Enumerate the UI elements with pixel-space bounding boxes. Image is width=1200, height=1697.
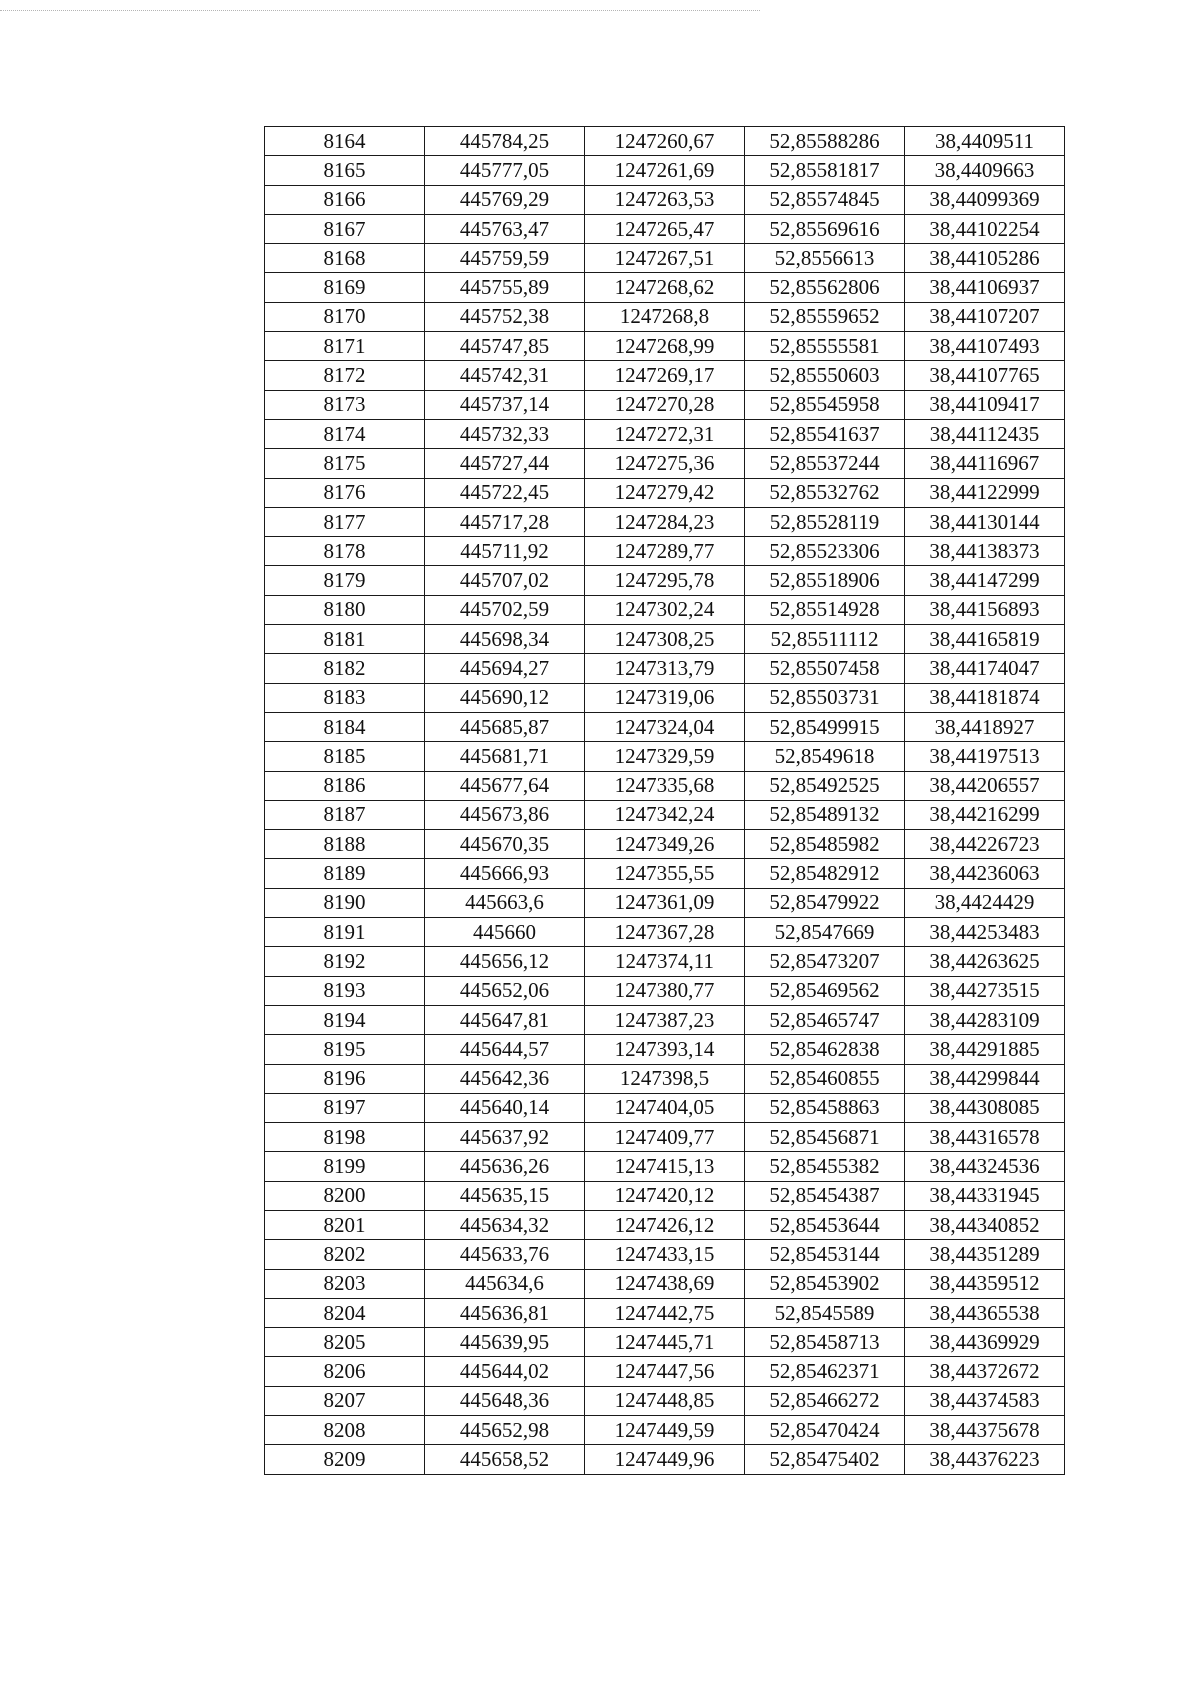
x-coordinate-cell: 445698,34 bbox=[425, 625, 585, 654]
y-coordinate-cell: 1247445,71 bbox=[585, 1328, 745, 1357]
y-coordinate-cell: 1247449,59 bbox=[585, 1416, 745, 1445]
y-coordinate-cell: 1247275,36 bbox=[585, 449, 745, 478]
table-row bbox=[265, 947, 1065, 976]
latitude-cell: 52,85470424 bbox=[745, 1416, 905, 1445]
table-row bbox=[265, 390, 1065, 419]
latitude-cell: 52,85479922 bbox=[745, 888, 905, 917]
point-number-cell: 8168 bbox=[265, 244, 425, 273]
x-coordinate-cell: 445690,12 bbox=[425, 683, 585, 712]
longitude-cell: 38,44283109 bbox=[905, 1005, 1065, 1034]
x-coordinate-cell: 445677,64 bbox=[425, 771, 585, 800]
x-coordinate-cell: 445633,76 bbox=[425, 1240, 585, 1269]
table-row bbox=[265, 1269, 1065, 1298]
latitude-cell: 52,85574845 bbox=[745, 185, 905, 214]
x-coordinate-cell: 445666,93 bbox=[425, 859, 585, 888]
table-row bbox=[265, 156, 1065, 185]
longitude-cell: 38,44102254 bbox=[905, 214, 1065, 243]
x-coordinate-cell: 445732,33 bbox=[425, 419, 585, 448]
latitude-cell: 52,85492525 bbox=[745, 771, 905, 800]
latitude-cell: 52,85511112 bbox=[745, 625, 905, 654]
longitude-cell: 38,44374583 bbox=[905, 1386, 1065, 1415]
y-coordinate-cell: 1247449,96 bbox=[585, 1445, 745, 1474]
table-row bbox=[265, 1386, 1065, 1415]
longitude-cell: 38,44130144 bbox=[905, 507, 1065, 536]
point-number-cell: 8179 bbox=[265, 566, 425, 595]
table-row bbox=[265, 771, 1065, 800]
point-number-cell: 8186 bbox=[265, 771, 425, 800]
latitude-cell: 52,85458713 bbox=[745, 1328, 905, 1357]
table-row bbox=[265, 1181, 1065, 1210]
latitude-cell: 52,85466272 bbox=[745, 1386, 905, 1415]
latitude-cell: 52,85462838 bbox=[745, 1035, 905, 1064]
y-coordinate-cell: 1247335,68 bbox=[585, 771, 745, 800]
latitude-cell: 52,85453144 bbox=[745, 1240, 905, 1269]
y-coordinate-cell: 1247313,79 bbox=[585, 654, 745, 683]
point-number-cell: 8192 bbox=[265, 947, 425, 976]
longitude-cell: 38,44324536 bbox=[905, 1152, 1065, 1181]
point-number-cell: 8188 bbox=[265, 830, 425, 859]
x-coordinate-cell: 445711,92 bbox=[425, 537, 585, 566]
point-number-cell: 8191 bbox=[265, 918, 425, 947]
latitude-cell: 52,85454387 bbox=[745, 1181, 905, 1210]
y-coordinate-cell: 1247355,55 bbox=[585, 859, 745, 888]
table-row bbox=[265, 537, 1065, 566]
x-coordinate-cell: 445707,02 bbox=[425, 566, 585, 595]
latitude-cell: 52,85465747 bbox=[745, 1005, 905, 1034]
table-row bbox=[265, 273, 1065, 302]
y-coordinate-cell: 1247342,24 bbox=[585, 800, 745, 829]
y-coordinate-cell: 1247447,56 bbox=[585, 1357, 745, 1386]
point-number-cell: 8173 bbox=[265, 390, 425, 419]
x-coordinate-cell: 445747,85 bbox=[425, 332, 585, 361]
table-row bbox=[265, 478, 1065, 507]
latitude-cell: 52,8549618 bbox=[745, 742, 905, 771]
latitude-cell: 52,85469562 bbox=[745, 976, 905, 1005]
x-coordinate-cell: 445637,92 bbox=[425, 1123, 585, 1152]
table-row bbox=[265, 361, 1065, 390]
point-number-cell: 8208 bbox=[265, 1416, 425, 1445]
x-coordinate-cell: 445634,32 bbox=[425, 1210, 585, 1239]
y-coordinate-cell: 1247272,31 bbox=[585, 419, 745, 448]
latitude-cell: 52,85541637 bbox=[745, 419, 905, 448]
table-row bbox=[265, 1357, 1065, 1386]
x-coordinate-cell: 445636,81 bbox=[425, 1298, 585, 1327]
point-number-cell: 8204 bbox=[265, 1298, 425, 1327]
table-row bbox=[265, 742, 1065, 771]
table-row bbox=[265, 185, 1065, 214]
longitude-cell: 38,4409663 bbox=[905, 156, 1065, 185]
x-coordinate-cell: 445763,47 bbox=[425, 214, 585, 243]
longitude-cell: 38,44372672 bbox=[905, 1357, 1065, 1386]
table-row bbox=[265, 1152, 1065, 1181]
point-number-cell: 8202 bbox=[265, 1240, 425, 1269]
table-row bbox=[265, 1210, 1065, 1239]
y-coordinate-cell: 1247433,15 bbox=[585, 1240, 745, 1269]
y-coordinate-cell: 1247268,99 bbox=[585, 332, 745, 361]
point-number-cell: 8189 bbox=[265, 859, 425, 888]
y-coordinate-cell: 1247380,77 bbox=[585, 976, 745, 1005]
longitude-cell: 38,4409511 bbox=[905, 127, 1065, 156]
y-coordinate-cell: 1247349,26 bbox=[585, 830, 745, 859]
table-row bbox=[265, 654, 1065, 683]
x-coordinate-cell: 445755,89 bbox=[425, 273, 585, 302]
longitude-cell: 38,44308085 bbox=[905, 1093, 1065, 1122]
longitude-cell: 38,44109417 bbox=[905, 390, 1065, 419]
y-coordinate-cell: 1247261,69 bbox=[585, 156, 745, 185]
y-coordinate-cell: 1247415,13 bbox=[585, 1152, 745, 1181]
point-number-cell: 8199 bbox=[265, 1152, 425, 1181]
x-coordinate-cell: 445648,36 bbox=[425, 1386, 585, 1415]
longitude-cell: 38,44369929 bbox=[905, 1328, 1065, 1357]
longitude-cell: 38,44273515 bbox=[905, 976, 1065, 1005]
longitude-cell: 38,44122999 bbox=[905, 478, 1065, 507]
x-coordinate-cell: 445644,02 bbox=[425, 1357, 585, 1386]
y-coordinate-cell: 1247426,12 bbox=[585, 1210, 745, 1239]
longitude-cell: 38,44206557 bbox=[905, 771, 1065, 800]
y-coordinate-cell: 1247404,05 bbox=[585, 1093, 745, 1122]
latitude-cell: 52,85458863 bbox=[745, 1093, 905, 1122]
x-coordinate-cell: 445640,14 bbox=[425, 1093, 585, 1122]
x-coordinate-cell: 445694,27 bbox=[425, 654, 585, 683]
longitude-cell: 38,44107207 bbox=[905, 302, 1065, 331]
y-coordinate-cell: 1247295,78 bbox=[585, 566, 745, 595]
x-coordinate-cell: 445673,86 bbox=[425, 800, 585, 829]
point-number-cell: 8185 bbox=[265, 742, 425, 771]
longitude-cell: 38,44263625 bbox=[905, 947, 1065, 976]
table-row bbox=[265, 1298, 1065, 1327]
y-coordinate-cell: 1247409,77 bbox=[585, 1123, 745, 1152]
y-coordinate-cell: 1247284,23 bbox=[585, 507, 745, 536]
longitude-cell: 38,44174047 bbox=[905, 654, 1065, 683]
x-coordinate-cell: 445722,45 bbox=[425, 478, 585, 507]
y-coordinate-cell: 1247270,28 bbox=[585, 390, 745, 419]
x-coordinate-cell: 445652,06 bbox=[425, 976, 585, 1005]
longitude-cell: 38,44376223 bbox=[905, 1445, 1065, 1474]
table-row bbox=[265, 918, 1065, 947]
x-coordinate-cell: 445636,26 bbox=[425, 1152, 585, 1181]
x-coordinate-cell: 445759,59 bbox=[425, 244, 585, 273]
point-number-cell: 8200 bbox=[265, 1181, 425, 1210]
table-row bbox=[265, 127, 1065, 156]
table-row bbox=[265, 888, 1065, 917]
coordinates-table bbox=[264, 126, 1065, 1475]
table-row bbox=[265, 712, 1065, 741]
x-coordinate-cell: 445642,36 bbox=[425, 1064, 585, 1093]
latitude-cell: 52,85569616 bbox=[745, 214, 905, 243]
latitude-cell: 52,85460855 bbox=[745, 1064, 905, 1093]
point-number-cell: 8172 bbox=[265, 361, 425, 390]
point-number-cell: 8182 bbox=[265, 654, 425, 683]
x-coordinate-cell: 445639,95 bbox=[425, 1328, 585, 1357]
longitude-cell: 38,44105286 bbox=[905, 244, 1065, 273]
y-coordinate-cell: 1247263,53 bbox=[585, 185, 745, 214]
point-number-cell: 8183 bbox=[265, 683, 425, 712]
y-coordinate-cell: 1247367,28 bbox=[585, 918, 745, 947]
y-coordinate-cell: 1247265,47 bbox=[585, 214, 745, 243]
longitude-cell: 38,44116967 bbox=[905, 449, 1065, 478]
table-row bbox=[265, 595, 1065, 624]
point-number-cell: 8181 bbox=[265, 625, 425, 654]
y-coordinate-cell: 1247319,06 bbox=[585, 683, 745, 712]
table-row bbox=[265, 830, 1065, 859]
longitude-cell: 38,44216299 bbox=[905, 800, 1065, 829]
coordinates-table-body bbox=[265, 127, 1065, 1475]
y-coordinate-cell: 1247442,75 bbox=[585, 1298, 745, 1327]
longitude-cell: 38,44316578 bbox=[905, 1123, 1065, 1152]
latitude-cell: 52,85562806 bbox=[745, 273, 905, 302]
point-number-cell: 8164 bbox=[265, 127, 425, 156]
latitude-cell: 52,85537244 bbox=[745, 449, 905, 478]
latitude-cell: 52,85518906 bbox=[745, 566, 905, 595]
x-coordinate-cell: 445717,28 bbox=[425, 507, 585, 536]
table-row bbox=[265, 859, 1065, 888]
point-number-cell: 8201 bbox=[265, 1210, 425, 1239]
y-coordinate-cell: 1247420,12 bbox=[585, 1181, 745, 1210]
point-number-cell: 8167 bbox=[265, 214, 425, 243]
point-number-cell: 8180 bbox=[265, 595, 425, 624]
table-row bbox=[265, 419, 1065, 448]
y-coordinate-cell: 1247289,77 bbox=[585, 537, 745, 566]
longitude-cell: 38,44099369 bbox=[905, 185, 1065, 214]
latitude-cell: 52,85514928 bbox=[745, 595, 905, 624]
x-coordinate-cell: 445652,98 bbox=[425, 1416, 585, 1445]
latitude-cell: 52,85489132 bbox=[745, 800, 905, 829]
table-row bbox=[265, 625, 1065, 654]
point-number-cell: 8195 bbox=[265, 1035, 425, 1064]
latitude-cell: 52,85523306 bbox=[745, 537, 905, 566]
longitude-cell: 38,44253483 bbox=[905, 918, 1065, 947]
table-row bbox=[265, 302, 1065, 331]
table-row bbox=[265, 1035, 1065, 1064]
latitude-cell: 52,85507458 bbox=[745, 654, 905, 683]
y-coordinate-cell: 1247374,11 bbox=[585, 947, 745, 976]
x-coordinate-cell: 445752,38 bbox=[425, 302, 585, 331]
y-coordinate-cell: 1247361,09 bbox=[585, 888, 745, 917]
longitude-cell: 38,44197513 bbox=[905, 742, 1065, 771]
longitude-cell: 38,44147299 bbox=[905, 566, 1065, 595]
y-coordinate-cell: 1247260,67 bbox=[585, 127, 745, 156]
x-coordinate-cell: 445727,44 bbox=[425, 449, 585, 478]
x-coordinate-cell: 445742,31 bbox=[425, 361, 585, 390]
latitude-cell: 52,85550603 bbox=[745, 361, 905, 390]
y-coordinate-cell: 1247308,25 bbox=[585, 625, 745, 654]
x-coordinate-cell: 445737,14 bbox=[425, 390, 585, 419]
latitude-cell: 52,85555581 bbox=[745, 332, 905, 361]
longitude-cell: 38,44291885 bbox=[905, 1035, 1065, 1064]
latitude-cell: 52,85473207 bbox=[745, 947, 905, 976]
y-coordinate-cell: 1247329,59 bbox=[585, 742, 745, 771]
point-number-cell: 8203 bbox=[265, 1269, 425, 1298]
latitude-cell: 52,85503731 bbox=[745, 683, 905, 712]
y-coordinate-cell: 1247268,8 bbox=[585, 302, 745, 331]
point-number-cell: 8165 bbox=[265, 156, 425, 185]
y-coordinate-cell: 1247279,42 bbox=[585, 478, 745, 507]
x-coordinate-cell: 445644,57 bbox=[425, 1035, 585, 1064]
y-coordinate-cell: 1247269,17 bbox=[585, 361, 745, 390]
point-number-cell: 8171 bbox=[265, 332, 425, 361]
point-number-cell: 8166 bbox=[265, 185, 425, 214]
latitude-cell: 52,85499915 bbox=[745, 712, 905, 741]
table-row bbox=[265, 976, 1065, 1005]
longitude-cell: 38,4424429 bbox=[905, 888, 1065, 917]
point-number-cell: 8198 bbox=[265, 1123, 425, 1152]
latitude-cell: 52,85588286 bbox=[745, 127, 905, 156]
table-row bbox=[265, 1416, 1065, 1445]
x-coordinate-cell: 445647,81 bbox=[425, 1005, 585, 1034]
latitude-cell: 52,85462371 bbox=[745, 1357, 905, 1386]
latitude-cell: 52,85475402 bbox=[745, 1445, 905, 1474]
table-row bbox=[265, 1005, 1065, 1034]
table-row bbox=[265, 214, 1065, 243]
longitude-cell: 38,44359512 bbox=[905, 1269, 1065, 1298]
longitude-cell: 38,44351289 bbox=[905, 1240, 1065, 1269]
table-row bbox=[265, 1093, 1065, 1122]
latitude-cell: 52,85482912 bbox=[745, 859, 905, 888]
scan-edge-line bbox=[0, 10, 760, 11]
point-number-cell: 8205 bbox=[265, 1328, 425, 1357]
table-row bbox=[265, 1328, 1065, 1357]
latitude-cell: 52,85532762 bbox=[745, 478, 905, 507]
y-coordinate-cell: 1247302,24 bbox=[585, 595, 745, 624]
y-coordinate-cell: 1247268,62 bbox=[585, 273, 745, 302]
table-row bbox=[265, 800, 1065, 829]
x-coordinate-cell: 445658,52 bbox=[425, 1445, 585, 1474]
table-row bbox=[265, 1445, 1065, 1474]
point-number-cell: 8209 bbox=[265, 1445, 425, 1474]
x-coordinate-cell: 445681,71 bbox=[425, 742, 585, 771]
y-coordinate-cell: 1247387,23 bbox=[585, 1005, 745, 1034]
latitude-cell: 52,8545589 bbox=[745, 1298, 905, 1327]
longitude-cell: 38,44107493 bbox=[905, 332, 1065, 361]
latitude-cell: 52,85545958 bbox=[745, 390, 905, 419]
longitude-cell: 38,44138373 bbox=[905, 537, 1065, 566]
point-number-cell: 8206 bbox=[265, 1357, 425, 1386]
point-number-cell: 8190 bbox=[265, 888, 425, 917]
latitude-cell: 52,85453902 bbox=[745, 1269, 905, 1298]
point-number-cell: 8169 bbox=[265, 273, 425, 302]
longitude-cell: 38,44340852 bbox=[905, 1210, 1065, 1239]
latitude-cell: 52,85485982 bbox=[745, 830, 905, 859]
point-number-cell: 8184 bbox=[265, 712, 425, 741]
latitude-cell: 52,85456871 bbox=[745, 1123, 905, 1152]
x-coordinate-cell: 445660 bbox=[425, 918, 585, 947]
point-number-cell: 8194 bbox=[265, 1005, 425, 1034]
longitude-cell: 38,4418927 bbox=[905, 712, 1065, 741]
latitude-cell: 52,85455382 bbox=[745, 1152, 905, 1181]
table-row bbox=[265, 1123, 1065, 1152]
latitude-cell: 52,8556613 bbox=[745, 244, 905, 273]
x-coordinate-cell: 445663,6 bbox=[425, 888, 585, 917]
point-number-cell: 8176 bbox=[265, 478, 425, 507]
y-coordinate-cell: 1247267,51 bbox=[585, 244, 745, 273]
longitude-cell: 38,44365538 bbox=[905, 1298, 1065, 1327]
point-number-cell: 8178 bbox=[265, 537, 425, 566]
point-number-cell: 8197 bbox=[265, 1093, 425, 1122]
longitude-cell: 38,44299844 bbox=[905, 1064, 1065, 1093]
table-row bbox=[265, 449, 1065, 478]
longitude-cell: 38,44375678 bbox=[905, 1416, 1065, 1445]
x-coordinate-cell: 445656,12 bbox=[425, 947, 585, 976]
longitude-cell: 38,44236063 bbox=[905, 859, 1065, 888]
coordinates-table-container bbox=[264, 126, 1064, 1475]
point-number-cell: 8196 bbox=[265, 1064, 425, 1093]
longitude-cell: 38,44107765 bbox=[905, 361, 1065, 390]
longitude-cell: 38,44226723 bbox=[905, 830, 1065, 859]
latitude-cell: 52,85581817 bbox=[745, 156, 905, 185]
x-coordinate-cell: 445635,15 bbox=[425, 1181, 585, 1210]
point-number-cell: 8170 bbox=[265, 302, 425, 331]
table-row bbox=[265, 1240, 1065, 1269]
x-coordinate-cell: 445634,6 bbox=[425, 1269, 585, 1298]
point-number-cell: 8174 bbox=[265, 419, 425, 448]
latitude-cell: 52,8547669 bbox=[745, 918, 905, 947]
latitude-cell: 52,85559652 bbox=[745, 302, 905, 331]
table-row bbox=[265, 332, 1065, 361]
point-number-cell: 8193 bbox=[265, 976, 425, 1005]
table-row bbox=[265, 683, 1065, 712]
x-coordinate-cell: 445777,05 bbox=[425, 156, 585, 185]
y-coordinate-cell: 1247448,85 bbox=[585, 1386, 745, 1415]
point-number-cell: 8177 bbox=[265, 507, 425, 536]
point-number-cell: 8175 bbox=[265, 449, 425, 478]
x-coordinate-cell: 445769,29 bbox=[425, 185, 585, 214]
x-coordinate-cell: 445685,87 bbox=[425, 712, 585, 741]
longitude-cell: 38,44106937 bbox=[905, 273, 1065, 302]
table-row bbox=[265, 244, 1065, 273]
table-row bbox=[265, 1064, 1065, 1093]
x-coordinate-cell: 445784,25 bbox=[425, 127, 585, 156]
y-coordinate-cell: 1247324,04 bbox=[585, 712, 745, 741]
point-number-cell: 8187 bbox=[265, 800, 425, 829]
longitude-cell: 38,44181874 bbox=[905, 683, 1065, 712]
table-row bbox=[265, 566, 1065, 595]
point-number-cell: 8207 bbox=[265, 1386, 425, 1415]
longitude-cell: 38,44112435 bbox=[905, 419, 1065, 448]
x-coordinate-cell: 445702,59 bbox=[425, 595, 585, 624]
y-coordinate-cell: 1247393,14 bbox=[585, 1035, 745, 1064]
latitude-cell: 52,85528119 bbox=[745, 507, 905, 536]
table-row bbox=[265, 507, 1065, 536]
longitude-cell: 38,44156893 bbox=[905, 595, 1065, 624]
y-coordinate-cell: 1247398,5 bbox=[585, 1064, 745, 1093]
x-coordinate-cell: 445670,35 bbox=[425, 830, 585, 859]
y-coordinate-cell: 1247438,69 bbox=[585, 1269, 745, 1298]
longitude-cell: 38,44331945 bbox=[905, 1181, 1065, 1210]
latitude-cell: 52,85453644 bbox=[745, 1210, 905, 1239]
longitude-cell: 38,44165819 bbox=[905, 625, 1065, 654]
